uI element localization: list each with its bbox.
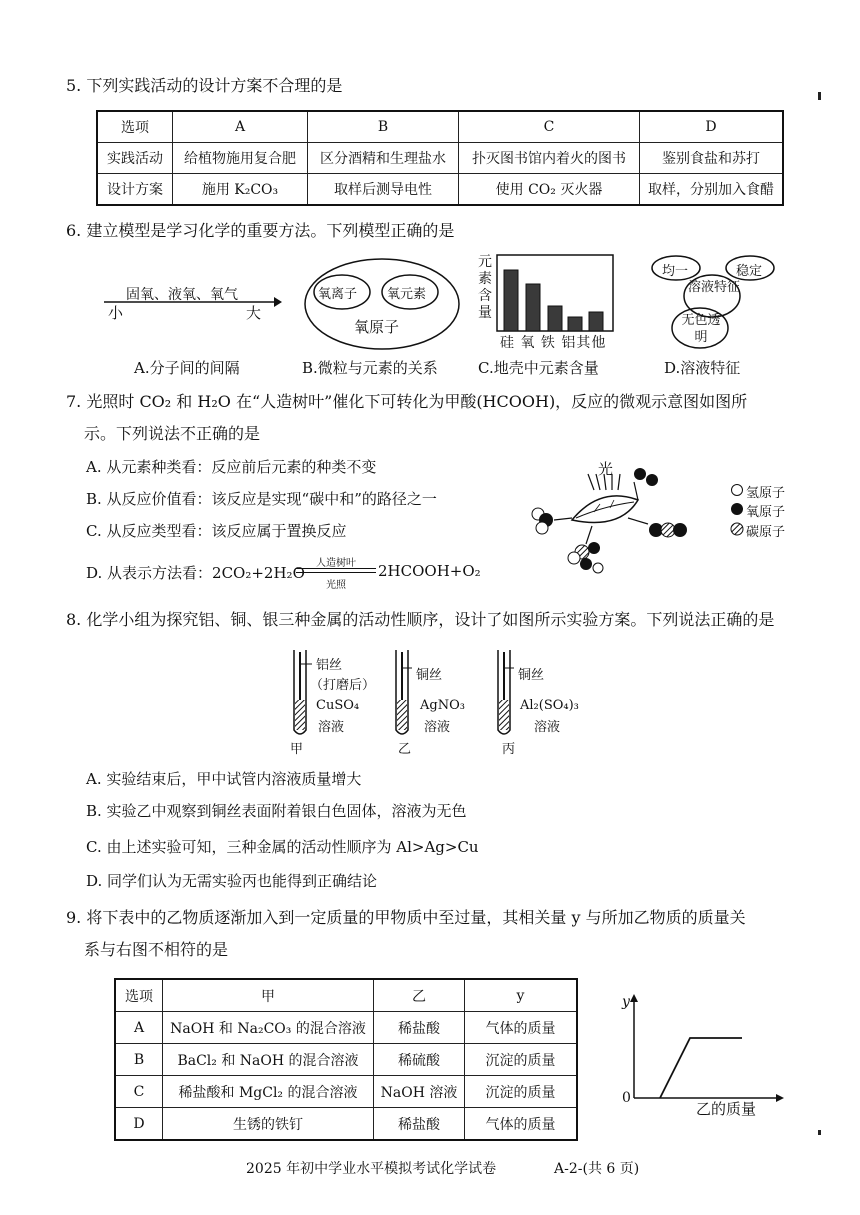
category-label: 其他 <box>576 335 607 351</box>
table-row <box>115 1044 577 1076</box>
table-cell: 沉淀的质量 <box>465 1076 578 1108</box>
table-cell: 稀盐酸和 MgCl₂ 的混合溶液 <box>163 1076 374 1108</box>
question-7-option: B. 从反应价值看：该反应是实现“碳中和”的路径之一 <box>86 490 437 508</box>
question-7-option-d-prefix: D. 从表示方法看：2CO₂+2H₂O <box>86 564 305 582</box>
table-cell: 稀盐酸 <box>374 1108 465 1141</box>
question-8-option: B. 实验乙中观察到铜丝表面附着银白色固体，溶液为无色 <box>86 802 467 820</box>
model-b-inner1: 氧离子 <box>318 287 358 302</box>
table-cell: C <box>459 111 640 143</box>
model-b-caption: B.微粒与元素的关系 <box>302 359 438 377</box>
question-7-option-d-suffix: 2HCOOH+O₂ <box>378 562 481 580</box>
tube-1-note: （打磨后） <box>310 678 376 693</box>
scan-mark <box>818 1130 821 1135</box>
table-cell: 区分酒精和生理盐水 <box>308 143 459 174</box>
table-cell: 设计方案 <box>97 174 173 206</box>
reaction-equals-line <box>296 572 376 573</box>
question-5-stem: 5. 下列实践活动的设计方案不合理的是 <box>66 76 343 95</box>
question-7-option: A. 从元素种类看：反应前后元素的种类不变 <box>86 458 377 476</box>
question-7-stem-line2: 示。下列说法不正确的是 <box>84 424 261 443</box>
question-7-stem-line1: 7. 光照时 CO₂ 和 H₂O 在“人造树叶”催化下可转化为甲酸(HCOOH)，反应的微观示意图如图所 <box>66 392 748 411</box>
tube-3-wire: 铜丝 <box>518 668 545 683</box>
model-d-b2: 稳定 <box>736 264 763 279</box>
model-b-ellipses <box>302 256 462 352</box>
footer-page: A-2-(共 6 页) <box>554 1161 640 1177</box>
scan-mark <box>818 92 821 100</box>
table-cell: 选项 <box>115 979 163 1012</box>
table-cell: 给植物施用复合肥 <box>173 143 308 174</box>
table-row <box>115 1012 577 1044</box>
table-cell: 气体的质量 <box>465 1108 578 1141</box>
graph-x-label: 乙的质量 <box>696 1100 757 1118</box>
table-cell: y <box>465 979 578 1012</box>
table-cell: 鉴别食盐和苏打 <box>640 143 784 174</box>
question-7-option: C. 从反应类型看：该反应属于置换反应 <box>86 522 347 540</box>
model-d-center: 溶液特征 <box>687 280 740 295</box>
category-label: 氧 <box>520 335 536 351</box>
table-row <box>97 174 783 206</box>
reaction-condition-under: 光照 <box>326 580 346 591</box>
table-cell: 沉淀的质量 <box>465 1044 578 1076</box>
table-cell: 甲 <box>163 979 374 1012</box>
tube-3-solution: Al₂(SO₄)₃ <box>520 698 579 713</box>
table-cell: 扑灭图书馆内着火的图书 <box>459 143 640 174</box>
table-cell: NaOH 溶液 <box>374 1076 465 1108</box>
table-cell: 取样，分别加入食醋 <box>640 174 784 206</box>
legend-hydrogen: 氢原子 <box>746 486 786 501</box>
category-label: 硅 <box>500 335 515 351</box>
model-b-outer: 氧原子 <box>354 318 400 336</box>
legend-carbon: 碳原子 <box>746 525 786 540</box>
table-cell: A <box>115 1012 163 1044</box>
question-8-stem: 8. 化学小组为探究铝、铜、银三种金属的活动性顺序，设计了如图所示实验方案。下列说法正确的是 <box>66 610 775 629</box>
model-d-b1: 均一 <box>662 264 689 279</box>
tube-2-solution-2: 溶液 <box>424 720 451 735</box>
table-cell: 生锈的铁钉 <box>163 1108 374 1141</box>
tube-3-name: 丙 <box>502 742 516 757</box>
table-cell: 乙 <box>374 979 465 1012</box>
table-cell: 施用 K₂CO₃ <box>173 174 308 206</box>
table-cell: 使用 CO₂ 灭火器 <box>459 174 640 206</box>
table-cell: B <box>308 111 459 143</box>
table-cell: 实践活动 <box>97 143 173 174</box>
category-label: 铁 <box>540 335 556 351</box>
table-row <box>115 1108 577 1141</box>
artificial-leaf-diagram <box>520 468 690 578</box>
model-c-caption: C.地壳中元素含量 <box>478 359 599 377</box>
tube-2-wire: 铜丝 <box>416 668 443 683</box>
table-cell: 稀盐酸 <box>374 1012 465 1044</box>
table-cell: A <box>173 111 308 143</box>
table-cell: B <box>115 1044 163 1076</box>
model-d-caption: D.溶液特征 <box>664 359 741 377</box>
table-cell: BaCl₂ 和 NaOH 的混合溶液 <box>163 1044 374 1076</box>
table-cell: 气体的质量 <box>465 1012 578 1044</box>
table-cell: D <box>115 1108 163 1141</box>
tube-1-name: 甲 <box>290 742 304 757</box>
tube-2-name: 乙 <box>398 742 412 757</box>
tube-1-wire: 铝丝 <box>316 658 343 673</box>
table-cell: C <box>115 1076 163 1108</box>
question-5-table <box>96 110 784 206</box>
model-c-categories <box>500 332 606 352</box>
question-9-table <box>114 978 578 1141</box>
graph-origin: 0 <box>622 1090 631 1106</box>
model-c-ylabel: 元素含量 <box>478 254 492 321</box>
model-a-caption: A.分子间的间隔 <box>134 359 240 377</box>
category-label: 铝 <box>561 335 577 351</box>
model-b-inner2: 氧元素 <box>387 287 427 302</box>
question-9-graph <box>628 994 788 1104</box>
question-8-option: A. 实验结束后，甲中试管内溶液质量增大 <box>86 770 362 788</box>
legend-oxygen: 氧原子 <box>746 505 786 520</box>
table-cell: D <box>640 111 784 143</box>
question-8-option: C. 由上述实验可知，三种金属的活动性顺序为 Al>Ag>Cu <box>86 838 479 856</box>
table-cell: 稀硫酸 <box>374 1044 465 1076</box>
model-c-chart <box>496 254 616 334</box>
graph-y-label: y <box>622 994 630 1010</box>
question-8-option: D. 同学们认为无需实验丙也能得到正确结论 <box>86 872 378 890</box>
table-cell: 取样后测导电性 <box>308 174 459 206</box>
question-9-stem-line2: 系与右图不相符的是 <box>84 940 229 959</box>
table-cell: NaOH 和 Na₂CO₃ 的混合溶液 <box>163 1012 374 1044</box>
atom-legend-symbols <box>730 482 744 542</box>
question-6-stem: 6. 建立模型是学习化学的重要方法。下列模型正确的是 <box>66 221 455 240</box>
footer-title: 2025 年初中学业水平模拟考试化学试卷 <box>246 1161 497 1177</box>
model-a-small: 小 <box>108 304 124 322</box>
light-label: 光 <box>598 460 614 478</box>
table-header-row <box>97 111 783 143</box>
tube-2-solution: AgNO₃ <box>420 698 465 713</box>
model-d-b3: 无色透明 <box>681 313 721 345</box>
tube-3-solution-2: 溶液 <box>534 720 561 735</box>
table-header-row <box>115 979 577 1012</box>
tube-1-solution: CuSO₄ <box>316 698 360 713</box>
tube-1-solution-2: 溶液 <box>318 720 345 735</box>
reaction-equals-line <box>296 568 376 569</box>
model-a-big: 大 <box>246 304 262 322</box>
model-a-items: 固氧、液氧、氧气 <box>126 287 238 303</box>
table-cell: 选项 <box>97 111 173 143</box>
question-9-stem-line1: 9. 将下表中的乙物质逐渐加入到一定质量的甲物质中至过量，其相关量 y 与所加乙物质的质量关 <box>66 908 746 927</box>
reaction-condition-over: 人造树叶 <box>316 558 356 569</box>
table-row <box>115 1076 577 1108</box>
table-row <box>97 143 783 174</box>
